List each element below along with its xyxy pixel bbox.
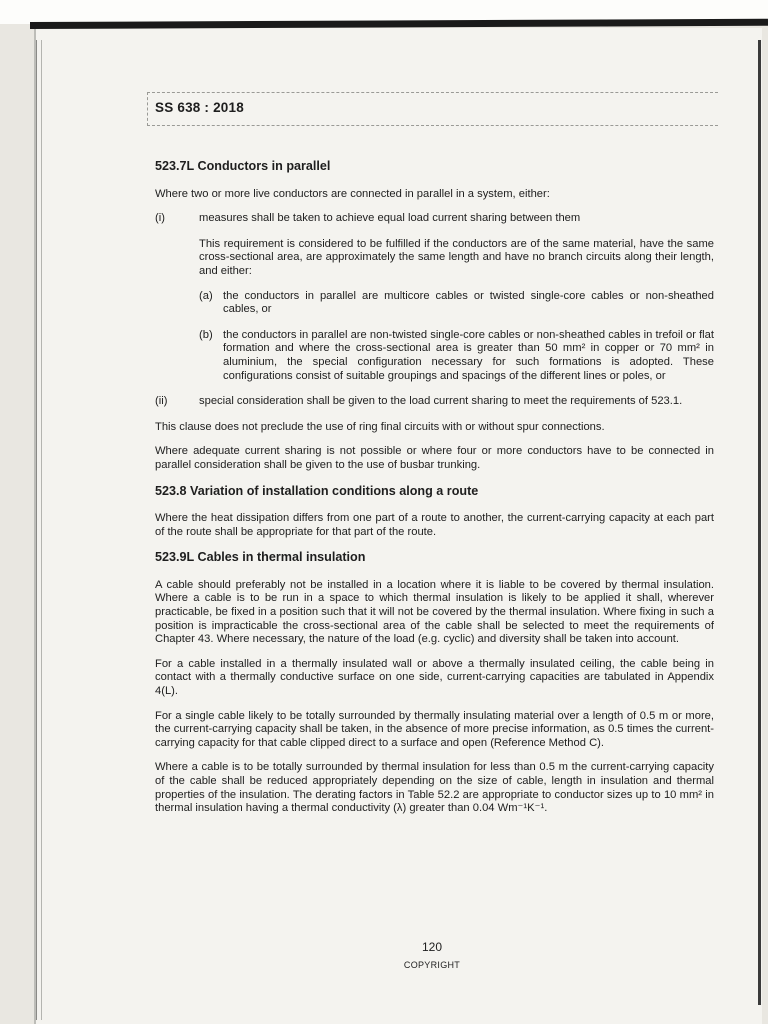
list-label: (ii) bbox=[155, 395, 168, 408]
list-item-i bbox=[155, 212, 714, 226]
paragraph: A cable should preferably not be installed in a location where it is liable to be covered by thermal insulation. Where a cable is to be run in a space to which thermal insulation is likely to be applied it shall, wherever practicable, be fixed in a position such that it will not be covered by the thermal insulation. Where fixing in such a position is impracticable the cross-sectional area of the cable shall be selected to meet the requirements of Chapter 43. Where necessary, the nature of the load (e.g. cyclic) and diversity shall be taken into account. bbox=[155, 578, 714, 646]
paragraph: Where adequate current sharing is not possible or where four or more conductors have to be connected in parallel consideration shall be given to the use of busbar trunking. bbox=[155, 445, 714, 471]
list-label: (i) bbox=[155, 212, 165, 225]
list-text: special consideration shall be given to the load current sharing to meet the requirements of 523.1. bbox=[199, 395, 683, 408]
list-label: (a) bbox=[199, 289, 213, 302]
page-right-edge bbox=[758, 40, 761, 1005]
binding-edge bbox=[36, 40, 51, 1020]
paragraph: For a single cable likely to be totally surrounded by thermally insulating material over a length of 0.5 m or more, the current-carrying capacity shall be taken, in the absence of more precise information, as 0.5 times the current- carrying capacity for that cable clipped direct to a surface and open (Reference Method C). bbox=[155, 709, 714, 749]
section-heading-523-9l: 523.9L Cables in thermal insulation bbox=[155, 550, 366, 565]
paragraph: This clause does not preclude the use of ring final circuits with or without spur connections. bbox=[155, 420, 605, 433]
list-item-ii bbox=[155, 395, 714, 409]
list-label: (b) bbox=[199, 328, 213, 341]
section-heading-523-7l: 523.7L Conductors in parallel bbox=[155, 159, 331, 173]
paragraph: For a cable installed in a thermally insulated wall or above a thermally insulated ceiling, the cable being in contact with a thermally conductive surface on one side, current-carrying capacities are tabulated in Appendix 4(L). bbox=[155, 657, 714, 698]
paragraph-indented: This requirement is considered to be fulfilled if the conductors are of the same material, have the same cross-sectional area, are approximately the same length and have no branch circuits along their length, and either: bbox=[199, 237, 714, 277]
list-item-b bbox=[199, 329, 714, 383]
paragraph: Where two or more live conductors are connected in parallel in a system, either: bbox=[155, 187, 550, 200]
document-header bbox=[147, 92, 718, 126]
document-body bbox=[155, 160, 714, 827]
section-heading-523-8: 523.8 Variation of installation conditions along a route bbox=[155, 483, 479, 498]
list-text: the conductors in parallel are multicore cables or twisted single-core cables or non-sheathed cables, or bbox=[223, 289, 714, 316]
page-footer bbox=[147, 940, 717, 970]
copyright-notice: COPYRIGHT bbox=[403, 960, 461, 970]
paragraph: Where the heat dissipation differs from one part of a route to another, the current-carrying capacity at each part of the route shall be appropriate for that part of the route. bbox=[155, 512, 714, 538]
list-text: measures shall be taken to achieve equal load current sharing between them bbox=[199, 212, 581, 225]
page-number: 120 bbox=[421, 940, 443, 954]
list-text: the conductors in parallel are non-twisted single-core cables or non-sheathed cables in trefoil or flat formation and where the cross-sectional area is greater than 50 mm² in copper or 70 mm² in aluminium, the special configuration necessary for such formations is adopted. These configurations consist of suitable groupings and spacings of the different lines or poles, or bbox=[223, 328, 714, 382]
list-item-a bbox=[199, 290, 714, 317]
standard-number: SS 638 : 2018 bbox=[155, 100, 244, 115]
paragraph: Where a cable is to be totally surrounded by thermal insulation for less than 0.5 m the current-carrying capacity of the cable shall be reduced appropriately depending on the size of cable, length in insulation and thermal properties of the insulation. The derating factors in Table 52.2 are appropriate to conductor sizes up to 10 mm² in thermal insulation having a thermal conductivity (λ) greater than 0.04 Wm⁻¹K⁻¹. bbox=[155, 761, 714, 815]
